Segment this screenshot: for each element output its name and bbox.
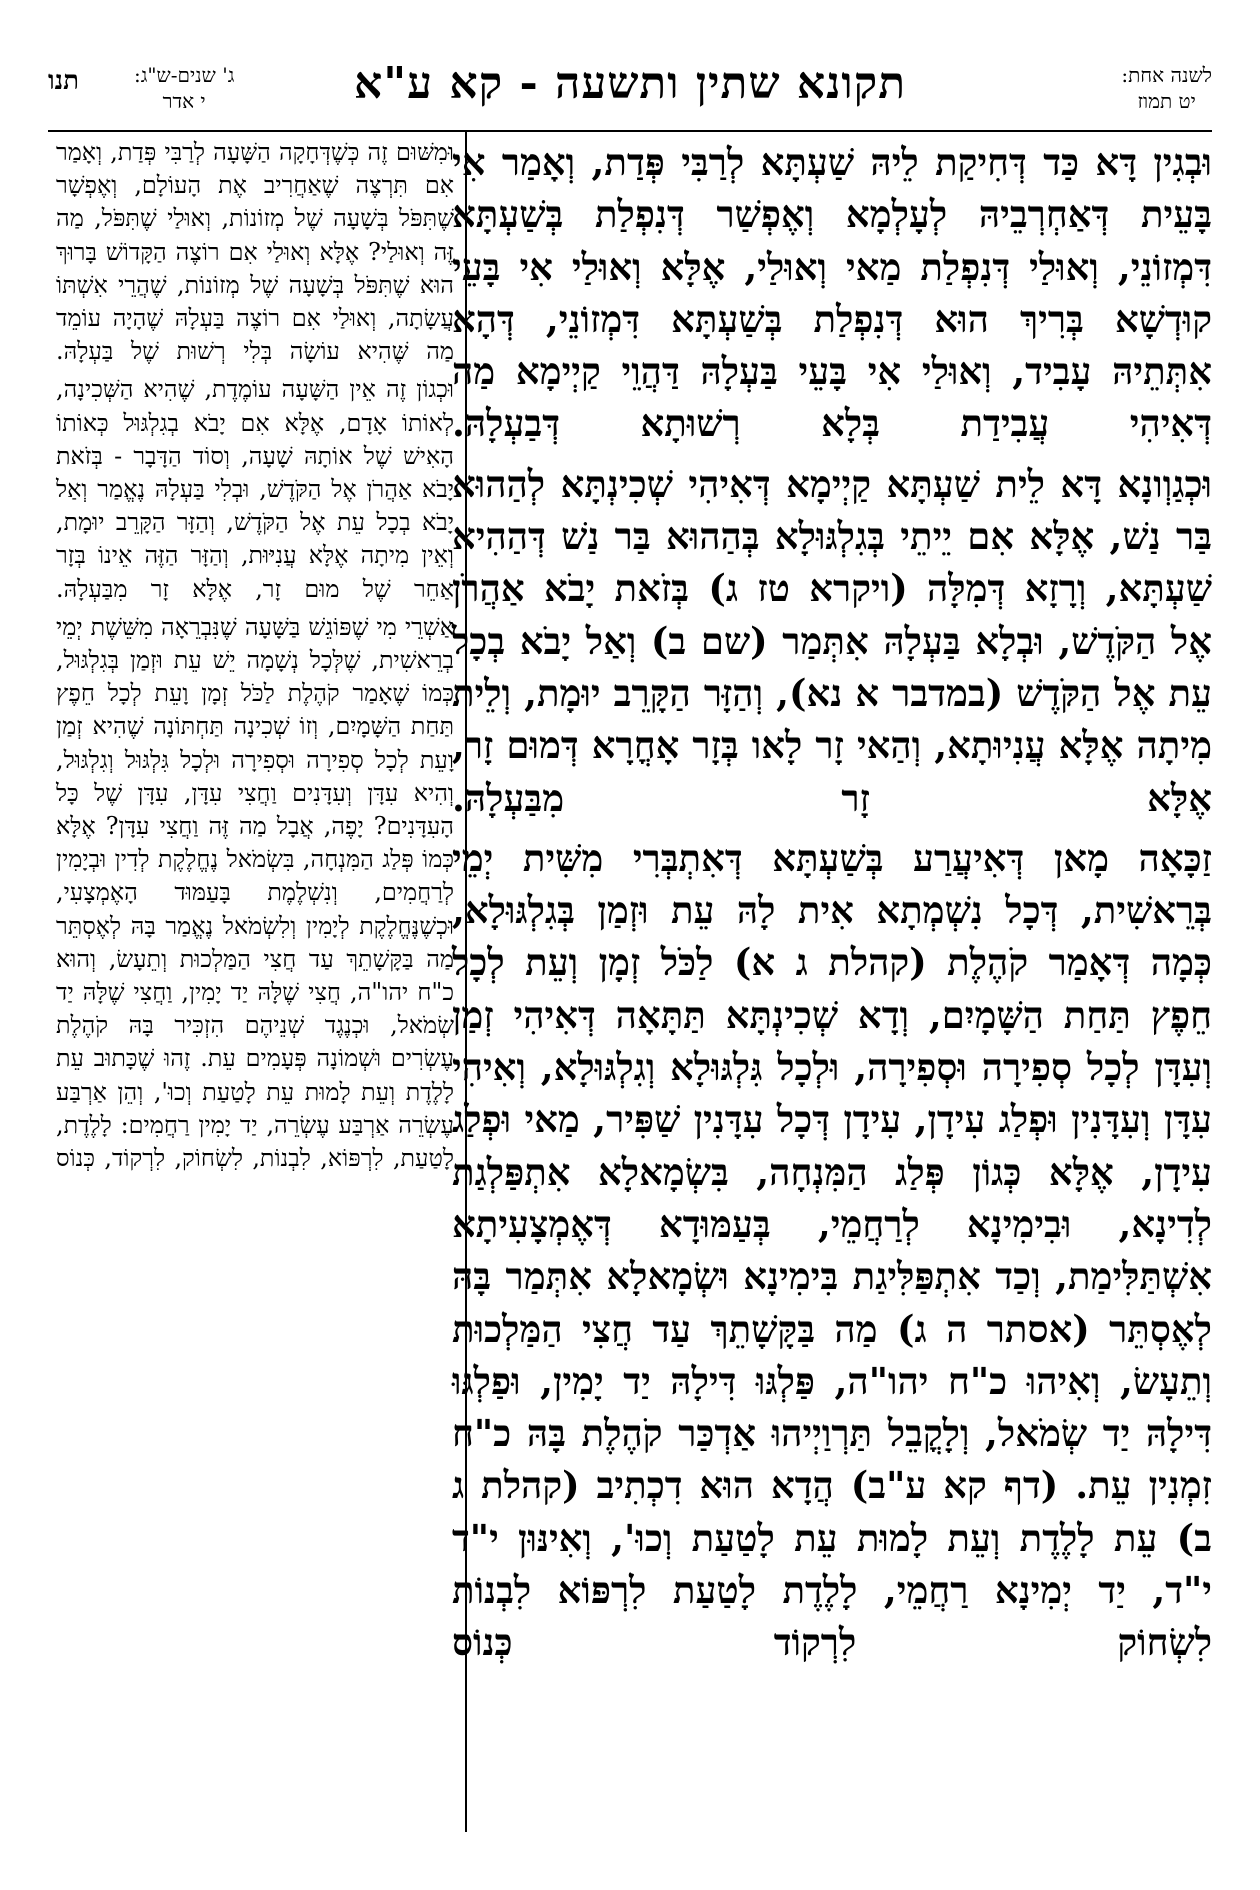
header-study-schedule-three-years: [134, 62, 234, 114]
translation-paragraph: וּמִשּׁוּם זֶה כְּשֶׁדְּחָקָה הַשָּׁעָה לְרַבִּי פְּדַת, וְאָמַר אִם תִּרְצֶה שֶׁאַחֲרִיב אֶת הָעוֹלָם, וְאֶפְשָׁר שֶׁתִּפֹּל בְּשָׁעָה שֶׁל מְזוֹנוֹת, וְאוּלַי שֶׁתִּפֹּל, מַה זֶּה וְאוּלַי? אֶלָּא וְאוּלַי אִם רוֹצֶה הַקָּדוֹשׁ בָּרוּךְ הוּא שֶׁתִּפֹּל בְּשָׁעָה שֶׁל מְזוֹנוֹת, שֶׁהֲרֵי אִשְׁתּוֹ עֲשָׂתָה, וְאוּלַי אִם רוֹצֶה בַּעְלָהּ שֶׁהָיָה עוֹמֵד מַה שֶּׁהִיא עוֹשָׂה בְּלִי רְשׁוּת שֶׁל בַּעְלָהּ.: [56, 138, 454, 366]
header-three-years-date: י אדר: [162, 89, 206, 113]
main-text-column: [452, 136, 1212, 1677]
main-paragraph: זַכָּאָה מָאן דְּאִיעֲרַע בְּשַׁעְתָּא דְּאִתְבְּרִי מִשִּׁית יְמֵי בְּרֵאשִׁית, דְּכָל נִשְׁמְתָא אִית לָהּ עֵת וּזְמַן בְּגִלְגּוּלָא, כְּמָה דְּאָמַר קֹהֶלֶת (קהלת ג א) לַכֹּל זְמָן וְעֵת לְכָל חֵפֶץ תַּחַת הַשָּׁמָיִם, וְדָא שְׁכִינְתָּא תַּתָּאָה דְּאִיהִי זְמַן וְעִדָּן לְכָל סְפִירָה וּסְפִירָה, וּלְכָל גִּלְגּוּלָא וְגִלְגּוּלָא, וְאִיהִי עִדָּן וְעִדָּנִין וּפְלַג עִידָן, עִידָן דְּכָל עִדָּנִין שַׁפִּיר, מַאי וּפְלַג עִידָן, אֶלָּא כְּגוֹן פְּלַג הַמִּנְחָה, בִּשְׂמָאלָא אִתְפַּלְגַת לְדִינָא, וּבִימִינָא לְרַחֲמֵי, בְּעַמּוּדָא דְּאֶמְצָעִיתָא אִשְׁתַּלִּימַת, וְכַד אִתְפַּלִּיגַת בִּימִינָא וּשְׂמָאלָא אִתְּמַר בָּהּ לְאֶסְתֵּר (אסתר ה ג) מַה בַּקָּשָׁתֵךְ עַד חֲצִי הַמַּלְכוּת וְתֵעָשׂ, וְאִיהוּ כ"ח יהו"ה, פַּלְגּוּ דִּילָהּ יַד יָמִין, וּפַלְגּוּ דִּילָהּ יַד שְׂמֹאל, וְלָקֳבֵל תַּרְוַיְיהוּ אַדְכַּר קֹהֶלֶת בָּהּ כ"ח זִמְנִין עֵת. (דף קא ע"ב) הֲדָא הוּא דִכְתִיב (קהלת ג ב) עֵת לָלֶדֶת וְעֵת לָמוּת עֵת לָטַעַת וְכוּ', וְאִינּוּן י"ד י"ד, יַד יְמִינָא רַחֲמֵי, לָלֶדֶת לָטַעַת לִרְפּוֹא לִבְנוֹת לִשְׂחוֹק לִרְקוֹד כְּנוֹס: [452, 835, 1212, 1665]
header-three-years-label: ג' שנים-ש"ג:: [134, 63, 235, 87]
translation-paragraph: אַשְׁרֵי מִי שֶׁפּוֹגֵשׁ בַּשָּׁעָה שֶׁנִּבְרֵאָה מִשֵּׁשֶׁת יְמֵי בְרֵאשִׁית, שֶׁלְּכָל נְשָׁמָה יֵשׁ עֵת וּזְמַן בְּגִלְגּוּל, כְּמוֹ שֶׁאָמַר קֹהֶלֶת לַכֹּל זְמָן וָעֵת לְכָל חֵפֶץ תַּחַת הַשָּׁמָיִם, וְזוֹ שְׁכִינָה תַּחְתּוֹנָה שֶׁהִיא זְמַן וָעֵת לְכָל סְפִירָה וּסְפִירָה וּלְכָל גִּלְגּוּל וְגִלְגּוּל, וְהִיא עִדָּן וְעִדָּנִים וַחֲצִי עִדָּן, עִדָּן שֶׁל כָּל הָעִדָּנִים? יָפֶה, אֲבָל מַה זֶּה וַחֲצִי עִדָּן? אֶלָּא כְּמוֹ פְּלַג הַמִּנְחָה, בִּשְׂמֹאל נֶחֱלֶקֶת לְדִין וּבְיָמִין לְרַחֲמִים, וְנִשְׁלֶמֶת בָּעַמּוּד הָאֶמְצָעִי, וּכְשֶׁנֶּחֱלֶקֶת לְיָמִין וְלִשְׂמֹאל נֶאֱמַר בָּהּ לְאֶסְתֵּר מַה בַּקָּשָׁתֵךְ עַד חֲצִי הַמַּלְכוּת וְתֵעָשׂ, וְהוּא כ"ח יהו"ה, חֲצִי שֶׁלָּהּ יַד יָמִין, וַחֲצִי שֶׁלָּהּ יַד שְׂמֹאל, וּכְנֶגֶד שְׁנֵיהֶם הִזְכִּיר בָּהּ קֹהֶלֶת עֶשְׂרִים וּשְׁמוֹנָה פְּעָמִים עֵת. זֶהוּ שֶׁכָּתוּב עֵת לָלֶדֶת וְעֵת לָמוּת עֵת לָטַעַת וְכוּ', וְהֵן אַרְבַּע עֶשְׂרֵה אַרְבַּע עֶשְׂרֵה, יַד יָמִין רַחֲמִים: לָלֶדֶת, לָטַעַת, לִרְפּוֹא, לִבְנוֹת, לִשְׂחוֹק, לִרְקוֹד, כְּנוֹס: [56, 612, 454, 1173]
main-paragraph: וּכְגַוְונָא דָּא לֵית שַׁעְתָּא קַיְימָא דְּאִיהִי שְׁכִינְתָּא לְהַהוּא בַּר נַשׁ, אֶלָּא אִם יֵיתֵי בְּגִלְגּוּלָא בְּהַהוּא בַּר נַשׁ דְּהַהִיא שַׁעְתָּא, וְרָזָא דְּמִלָּה (ויקרא טז ג) בְּזֹאת יָבֹא אַהֲרֹן אֶל הַקֹּדֶשׁ, וּבְלָא בַּעְלָהּ אִתְּמַר (שם ב) וְאַל יָבֹא בְכָל עֵת אֶל הַקֹּדֶשׁ (במדבר א נא), וְהַזָּר הַקָּרֵב יוּמָת, וְלֵית מִיתָה אֶלָּא עֲנִיוּתָא, וְהַאי זָר לָאו בְּזָר אָחֳרָא דְּמוּם זָר, אֶלָּא זָר מִבַּעְלָהּ.: [452, 461, 1212, 820]
header-one-year-date: יט תמוז: [1137, 89, 1196, 113]
page-header: [48, 58, 1212, 128]
header-rule: [48, 130, 1212, 132]
page-title: תקונא שתין ותשעה - קא ע"א: [353, 58, 907, 109]
page-number: תנו: [48, 66, 79, 96]
header-one-year-label: לשנה אחת:: [1121, 63, 1212, 87]
translation-column: [56, 136, 454, 1180]
translation-paragraph: וּכְגוֹן זֶה אֵין הַשָּׁעָה עוֹמֶדֶת, שֶׁהִיא הַשְּׁכִינָה, לְאוֹתוֹ אָדָם, אֶלָּא אִם יָבֹא בְגִלְגּוּל כְּאוֹתוֹ הָאִישׁ שֶׁל אוֹתָהּ שָׁעָה, וְסוֹד הַדָּבָר - בְּזֹאת יָבֹא אַהֲרֹן אֶל הַקֹּדֶשׁ, וּבְלִי בַּעְלָהּ נֶאֱמַר וְאַל יָבֹא בְכָל עֵת אֶל הַקֹּדֶשׁ, וְהַזָּר הַקָּרֵב יוּמָת, וְאֵין מִיתָה אֶלָּא עֲנִיּוּת, וְהַזָּר הַזֶּה אֵינוֹ בְּזָר אַחֵר שֶׁל מוּם זָר, אֶלָּא זָר מִבַּעְלָהּ.: [56, 375, 454, 603]
main-paragraph: וּבְגִין דָּא כַּד דְּחִיקַת לֵיהּ שַׁעְתָּא לְרַבִּי פְּדַת, וְאָמַר אִי בָּעֵית דְּאַחְרְבֵיהּ לְעָלְמָא וְאֶפְשַׁר דְּנִפְלַת בְּשַׁעְתָּא דִּמְזוֹנֵי, וְאוּלַי דְּנִפְלַת מַאי וְאוּלַי, אֶלָּא וְאוּלַי אִי בָּעֵי קוּדְשָׁא בְּרִיךְ הוּא דְּנִפְלַת בְּשַׁעְתָּא דִּמְזוֹנֵי, דְּהָא אִתְּתֵיהּ עָבִיד, וְאוּלַי אִי בָּעֵי בַּעְלָהּ דַּהֲוֵי קַיְימָא מַה דְּאִיהִי עֲבִידַת בְּלָא רְשׁוּתָא דְּבַעְלָהּ.: [452, 140, 1212, 446]
